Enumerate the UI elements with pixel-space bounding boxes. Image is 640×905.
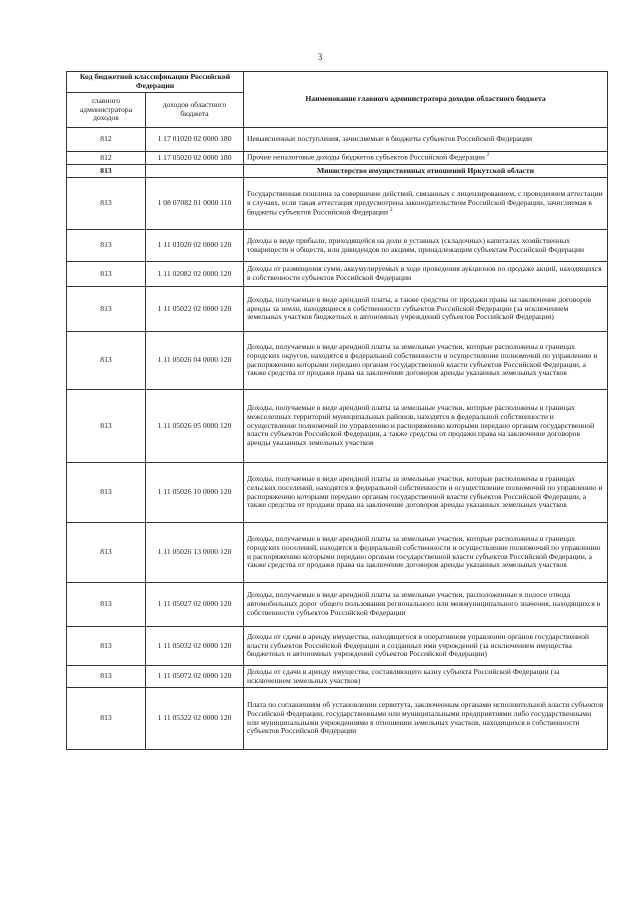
income-code-cell: 1 11 05032 02 0000 120 <box>146 627 244 666</box>
income-name-text: Прочие неналоговые доходы бюджетов субъектов Российской Федерации <box>247 152 485 162</box>
income-code-cell <box>146 165 244 178</box>
income-name-cell <box>244 262 608 287</box>
income-name-cell <box>244 463 608 523</box>
page-number: 3 <box>317 52 323 62</box>
income-name-cell <box>244 230 608 262</box>
table-row <box>67 332 608 390</box>
footnote-marker: 2 <box>486 153 490 159</box>
income-code-cell: 1 11 05026 04 0000 120 <box>146 332 244 390</box>
income-name-cell <box>244 583 608 627</box>
income-code-cell: 1 17 01020 02 0000 180 <box>146 128 244 152</box>
income-name-text: Невыясненные поступления, зачисляемые в бюджеты субъектов Российской Федерации <box>247 134 533 144</box>
income-name-cell <box>244 627 608 666</box>
admin-code-cell: 813 <box>67 463 146 523</box>
table-row <box>67 666 608 688</box>
admin-code-cell: 813 <box>67 688 146 750</box>
income-code-cell: 1 11 05072 02 0000 120 <box>146 666 244 688</box>
kbk-group-header: Код бюджетной классификации Российской Федерации <box>67 72 244 93</box>
income-name-cell <box>244 688 608 750</box>
table-row <box>67 287 608 332</box>
income-column-header: доходов областного бюджета <box>146 93 244 128</box>
table-row <box>67 262 608 287</box>
income-name-text: Доходы, получаемые в виде арендной платы за земельные участки, которые расположены в границах городских поселений, находятся в федеральной собственности и осуществление полномочий по управлению и распоряжению которыми передано органам государственной власти субъектов Российской Федерации, а также средства от продажи права на заключение договоров аренды указанных земельных участков <box>247 533 601 570</box>
income-name-text: Доходы, получаемые в виде арендной платы за земельные участки, расположенные в полосе отвода автомобильных дорог общего пользования регионального или межмуниципального значения, находящихся в собственности субъектов Российской Федерации <box>247 590 601 617</box>
admin-code-cell: 813 <box>67 262 146 287</box>
table-row <box>67 523 608 583</box>
ministry-row <box>67 165 608 178</box>
income-name-text: Доходы, получаемые в виде арендной платы за земельные участки, которые расположены в границах межселенных территорий муниципальных районов, находятся в федеральной собственности и осуществление полномочий по управлению и распоряжению которыми передано органам государственной власти субъектов Российской Федерации, а также средства от продажи права на заключение договоров аренды указанных земельных участков <box>247 402 595 448</box>
income-name-text: Доходы от размещения сумм, аккумулируемых в ходе проведения аукционов по продаже акций, находящихся в собственности субъектов Российской Федерации <box>247 264 602 282</box>
income-name-text: Доходы от сдачи в аренду имущества, находящегося в оперативном управлении органов государственной власти субъектов Российской Федерации и созданных ими учреждений (за исключением имущества бюджетных и автономных учреждений субъектов Российской Федерации) <box>247 631 589 659</box>
income-code-cell: 1 11 05027 02 0000 120 <box>146 583 244 627</box>
income-name-text: Доходы, получаемые в виде арендной платы за земельные участки, которые расположены в границах сельских поселений, находятся в федеральной собственности и осуществление полномочий по управлению и распоряжению которыми передано органам государственной власти субъектов Российской Федерации, а также средства от продажи права на заключение договоров аренды указанных земельных участков <box>247 473 603 510</box>
income-name-cell <box>244 287 608 332</box>
income-name-cell <box>244 666 608 688</box>
table-row <box>67 688 608 750</box>
admin-code-cell: 812 <box>67 152 146 165</box>
income-name-text: Министерство имущественных отношений Иркутской области <box>316 165 535 175</box>
income-code-cell: 1 17 05020 02 0000 180 <box>146 152 244 165</box>
admin-code-cell: 813 <box>67 666 146 688</box>
income-code-cell: 1 11 05026 10 0000 120 <box>146 463 244 523</box>
table-header-row <box>67 72 608 93</box>
income-name-text: Плата по соглашениям об установлении сервитута, заключенным органами исполнительной власти субъектов Российской Федерации, государственными или муниципальными предприятиями либо государственными или муниципальными учреждениями в отношении земельных участков, находящихся в собственности субъектов Российской Федерации <box>247 699 604 736</box>
income-name-text: Доходы от сдачи в аренду имущества, составляющего казну субъекта Российской Федерации (за исключением земельных участков) <box>247 666 560 685</box>
income-name-cell <box>244 390 608 463</box>
name-column-header: Наименование главного администратора доходов областного бюджета <box>244 72 608 128</box>
income-code-cell: 1 11 01020 02 0000 120 <box>146 230 244 262</box>
income-name-cell <box>244 523 608 583</box>
income-code-cell: 1 08 07082 01 0000 110 <box>146 178 244 230</box>
table-row <box>67 230 608 262</box>
admin-code-cell: 813 <box>67 230 146 262</box>
footnote-marker: 2 <box>389 207 393 213</box>
table-row <box>67 627 608 666</box>
admin-code-cell: 812 <box>67 128 146 152</box>
income-name-text: Доходы, получаемые в виде арендной платы за земельные участки, которые расположены в границах городских округов, находятся в федеральной собственности и осуществление полномочий по управлению и распоряжению которыми передано органам государственной власти субъектов Российской Федерации, а также средства от продажи права на заключение договоров аренды указанных земельных участков <box>247 341 598 378</box>
table-body <box>67 128 608 750</box>
income-code-cell: 1 11 05022 02 0000 120 <box>146 287 244 332</box>
income-name-text: Государственная пошлина за совершение действий, связанных с лицензированием, с проведением аттестации в случаях, если такая аттестация предусмотрена законодательством Российской Федерации, зачисляемая в бюджеты субъектов Российской Федерации <box>247 188 603 217</box>
admin-code-cell: 813 <box>67 332 146 390</box>
admin-column-header: главного администратора доходов <box>67 93 146 128</box>
income-code-cell: 1 11 05026 05 0000 120 <box>146 390 244 463</box>
revenue-administrators-table <box>66 71 608 750</box>
admin-code-cell: 813 <box>67 523 146 583</box>
admin-code-cell: 813 <box>67 178 146 230</box>
admin-code-cell: 813 <box>67 287 146 332</box>
income-name-cell <box>244 178 608 230</box>
table-row <box>67 128 608 152</box>
admin-code-cell: 813 <box>67 583 146 627</box>
table-row <box>67 178 608 230</box>
admin-code-cell: 813 <box>67 390 146 463</box>
income-code-cell: 1 11 05322 02 0000 120 <box>146 688 244 750</box>
income-name-cell <box>244 152 608 165</box>
income-code-cell: 1 11 05026 13 0000 120 <box>146 523 244 583</box>
income-name-cell <box>244 332 608 390</box>
table-row <box>67 583 608 627</box>
income-name-cell <box>244 128 608 152</box>
table-row <box>67 463 608 523</box>
income-code-cell: 1 11 02082 02 0000 120 <box>146 262 244 287</box>
table-row <box>67 390 608 463</box>
income-name-text: Доходы, получаемые в виде арендной платы, а также средства от продажи права на заключение договоров аренды за земли, находящиеся в собственности субъектов Российской Федерации (за исключением земельных участков бюджетных и автономных учреждений субъектов Российской Федерации) <box>247 294 592 322</box>
admin-code-cell: 813 <box>67 165 146 178</box>
table-row <box>67 152 608 165</box>
income-name-cell <box>244 165 608 178</box>
income-name-text: Доходы в виде прибыли, приходящейся на доли в уставных (складочных) капиталах хозяйственных товариществ и обществ, или дивидендов по акциям, принадлежащим субъектам Российской Федерации <box>247 235 585 254</box>
admin-code-cell: 813 <box>67 627 146 666</box>
